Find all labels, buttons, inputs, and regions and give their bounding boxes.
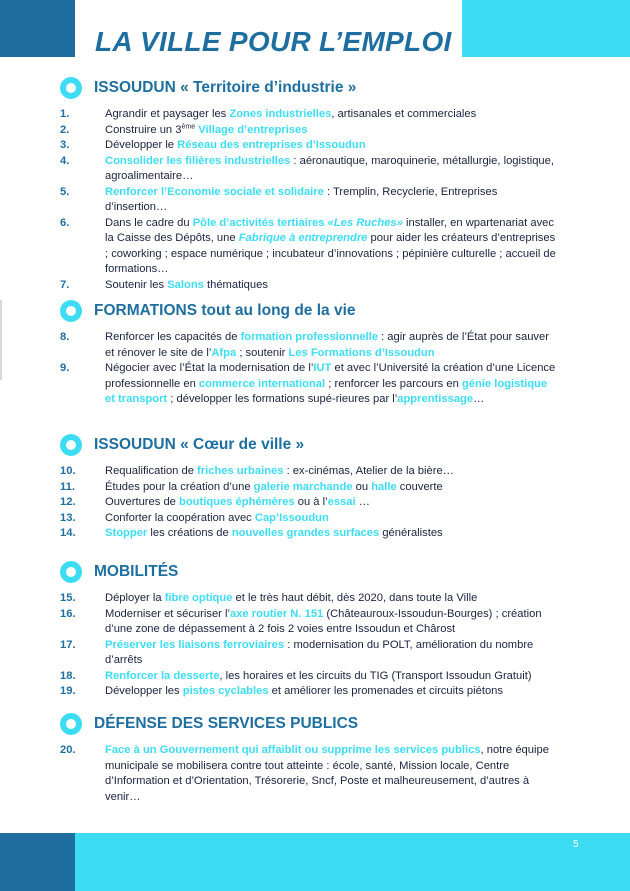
highlight-text: Afpa	[211, 346, 237, 359]
highlight-text: Stopper	[105, 527, 148, 539]
bottom-left-color-band	[0, 833, 75, 891]
text-run: Déployer la	[105, 592, 165, 604]
text-run: , artisanales et commerciales	[331, 108, 477, 120]
highlight-text: Les Formations d’Issoudun	[288, 346, 435, 359]
section-territoire-industrie	[60, 77, 580, 293]
text-run: …	[355, 496, 370, 508]
item-number: 17.	[60, 638, 76, 651]
highlight-text: friches urbaines	[197, 465, 284, 477]
text-run: les créations de	[147, 527, 232, 539]
highlight-text: Consolider les filières industrielles	[105, 154, 291, 167]
item-list	[60, 330, 580, 408]
item-text	[105, 591, 560, 607]
text-run: Moderniser et sécuriser l’	[105, 607, 230, 620]
section-header	[60, 561, 580, 583]
section-header	[60, 300, 580, 322]
section-formations	[60, 300, 580, 408]
highlight-text: galerie marchande	[253, 480, 353, 493]
item-number: 10.	[60, 465, 76, 477]
list-item	[60, 684, 580, 700]
list-item	[60, 464, 580, 480]
item-number: 20.	[60, 744, 76, 756]
item-text	[105, 123, 560, 139]
highlight-text: Pôle d’activités tertiaires	[192, 216, 328, 229]
text-run: Ouvertures de	[105, 496, 179, 508]
list-item	[60, 216, 580, 278]
list-item	[60, 607, 580, 638]
list-item	[60, 638, 580, 669]
highlight-text: Face à un Gouvernement qui affaiblit ou supprime les services publics	[105, 744, 481, 756]
circle-bullet-icon	[60, 300, 82, 322]
circle-bullet-icon	[60, 713, 82, 735]
item-text	[105, 330, 560, 361]
text-run: : agir auprès de l’État pour sauver et rénover le site de l’	[105, 331, 549, 359]
item-text	[105, 185, 560, 216]
text-run: ; renforcer les parcours en	[325, 377, 462, 390]
text-run: Requalification de	[105, 465, 198, 477]
item-list	[60, 743, 580, 805]
highlight-text: génie logistique et transport	[105, 377, 548, 405]
item-list	[60, 107, 580, 293]
circle-bullet-icon	[60, 561, 82, 583]
left-margin-line	[0, 300, 2, 380]
item-text	[105, 638, 560, 669]
list-item	[60, 526, 580, 542]
text-run: : aéronautique, maroquinerie, métallurgie, logistique, agroalimentaire…	[105, 154, 554, 182]
highlight-text: boutiques éphémères	[179, 496, 295, 508]
highlight-text: Fabrique à entreprendre	[238, 232, 368, 244]
text-run: Agrandir et paysager les	[105, 108, 230, 120]
page-number: 5	[573, 839, 579, 850]
list-item	[60, 480, 580, 496]
highlight-text: Village d’entreprises	[198, 123, 308, 136]
item-number: 6.	[60, 216, 70, 229]
list-item	[60, 743, 580, 805]
text-run: ; développer les formations supé-rieures par l’	[167, 393, 398, 405]
circle-bullet-icon	[60, 434, 82, 456]
section-title: ISSOUDUN « Territoire d’industrie »	[94, 79, 357, 96]
text-run: Construire un 3	[105, 123, 182, 136]
item-text	[105, 138, 560, 154]
text-run: (Châteauroux-Issoudun-Bourges) ; création d’une zone de dépassement à 2 fois 2 voies entre Issoudun et Chârost	[105, 607, 542, 635]
item-text	[105, 526, 560, 542]
text-run: Dans le cadre du	[105, 216, 193, 229]
section-title: ISSOUDUN « Cœur de ville »	[94, 436, 305, 453]
list-item	[60, 278, 580, 294]
section-title: FORMATIONS tout au long de la vie	[94, 302, 356, 319]
list-item	[60, 511, 580, 527]
list-item	[60, 107, 580, 123]
item-list	[60, 464, 580, 542]
text-run: ; soutenir	[236, 346, 289, 359]
page-title: LA VILLE POUR L’EMPLOI	[95, 26, 452, 57]
text-run: Études pour la création d’une	[105, 480, 254, 493]
text-run: et le très haut débit, dès 2020, dans toute la Ville	[232, 592, 478, 604]
text-run: Renforcer les capacités de	[105, 331, 241, 343]
item-text	[105, 607, 560, 638]
item-number: 13.	[60, 511, 76, 524]
text-run: généralistes	[379, 527, 443, 539]
item-number: 11.	[60, 480, 75, 493]
highlight-text: Renforcer l’Economie sociale et solidaire	[105, 185, 324, 198]
top-right-color-band	[462, 0, 630, 57]
list-item	[60, 495, 580, 511]
highlight-text: essai	[327, 496, 356, 508]
section-header	[60, 434, 580, 456]
item-list	[60, 591, 580, 700]
item-text	[105, 361, 560, 408]
section-header	[60, 713, 580, 735]
text-run: et améliorer les promenades et circuits piétons	[268, 685, 503, 697]
text-run: : ex-cinémas, Atelier de la bière…	[283, 465, 454, 477]
section-title: DÉFENSE DES SERVICES PUBLICS	[94, 715, 359, 732]
bottom-right-color-band	[75, 833, 630, 891]
item-text	[105, 743, 560, 805]
item-text	[105, 154, 560, 185]
highlight-text: Cap’Issoudun	[254, 511, 329, 524]
item-number: 8.	[60, 331, 70, 343]
list-item	[60, 138, 580, 154]
item-number: 4.	[60, 154, 70, 167]
text-run: , notre équipe municipale se mobilisera contre tout atteinte : école, santé, Mission locale, Centre d’Information et d’Orientation, Trésorerie, Sncf, Poste et malheureusement, d’autres à venir…	[105, 744, 549, 803]
item-number: 14.	[60, 527, 76, 539]
item-number: 12.	[60, 496, 76, 508]
highlight-text: commerce international	[198, 377, 326, 390]
item-text	[105, 669, 560, 685]
highlight-text: IUT	[313, 362, 332, 374]
text-run: thématiques	[203, 278, 268, 291]
text-run: ou	[352, 480, 372, 493]
list-item	[60, 154, 580, 185]
section-title: MOBILITÉS	[94, 563, 179, 580]
highlight-text: Réseau des entreprises d’Issoudun	[177, 139, 366, 151]
text-run: pour aider les créateurs d’entreprises ; coworking ; espace numérique ; incubateur d’innovations ; pépinière culturelle ; accueil de formations…	[105, 232, 556, 275]
text-run: : Tremplin, Recyclerie, Entreprises d’insertion…	[105, 185, 498, 213]
highlight-text: Préserver les liaisons ferroviaires	[105, 638, 285, 651]
text-run: Conforter la coopération avec	[105, 511, 255, 524]
top-left-color-band	[0, 0, 75, 57]
item-text	[105, 278, 560, 294]
item-number: 16.	[60, 607, 76, 620]
text-run: Développer les	[105, 685, 183, 697]
item-number: 19.	[60, 685, 76, 697]
highlight-text: Salons	[167, 278, 204, 291]
item-text	[105, 511, 560, 527]
circle-bullet-icon	[60, 77, 82, 99]
item-text	[105, 464, 560, 480]
section-services-publics	[60, 713, 580, 805]
item-number: 7.	[60, 278, 70, 291]
text-run: ème	[181, 122, 196, 130]
list-item	[60, 361, 580, 408]
text-run: Négocier avec l’État la modernisation de l’	[105, 362, 314, 374]
highlight-text: Zones industrielles	[229, 108, 332, 120]
section-coeur-de-ville	[60, 434, 580, 542]
item-text	[105, 480, 560, 496]
text-run: et avec l’Université la création d’une Licence professionnelle en	[105, 362, 556, 390]
item-number: 2.	[60, 123, 70, 136]
item-number: 9.	[60, 362, 70, 374]
text-run: Développer le	[105, 139, 178, 151]
highlight-text: «Les Ruches»	[327, 216, 403, 229]
item-number: 18.	[60, 669, 76, 682]
text-run: couverte	[396, 480, 443, 493]
list-item	[60, 330, 580, 361]
item-text	[105, 495, 560, 511]
highlight-text: halle	[371, 480, 397, 493]
item-number: 15.	[60, 592, 76, 604]
text-run: …	[473, 393, 485, 405]
item-text	[105, 216, 560, 278]
section-mobilites	[60, 561, 580, 700]
item-number: 1.	[60, 108, 70, 120]
item-text	[105, 684, 560, 700]
text-run: , les horaires et les circuits du TIG (Transport Issoudun Gratuit)	[219, 669, 532, 682]
highlight-text: nouvelles grandes surfaces	[231, 527, 380, 539]
highlight-text: apprentissage	[397, 393, 474, 405]
highlight-text: pistes cyclables	[182, 685, 269, 697]
section-header	[60, 77, 580, 99]
highlight-text: Renforcer la desserte	[105, 669, 220, 682]
text-run: ou à l’	[294, 496, 328, 508]
highlight-text: formation professionnelle	[240, 331, 378, 343]
list-item	[60, 591, 580, 607]
text-run: : modernisation du POLT, amélioration du nombre d’arrêts	[105, 638, 534, 666]
item-text	[105, 107, 560, 123]
item-number: 3.	[60, 139, 70, 151]
list-item	[60, 123, 580, 139]
highlight-text: axe routier N. 151	[229, 607, 324, 620]
highlight-text: fibre optique	[164, 592, 233, 604]
text-run: Soutenir les	[105, 278, 168, 291]
text-run: installer, en wpartenariat avec la Caisse des Dépôts, une	[105, 216, 554, 244]
list-item	[60, 669, 580, 685]
list-item	[60, 185, 580, 216]
item-number: 5.	[60, 185, 70, 198]
